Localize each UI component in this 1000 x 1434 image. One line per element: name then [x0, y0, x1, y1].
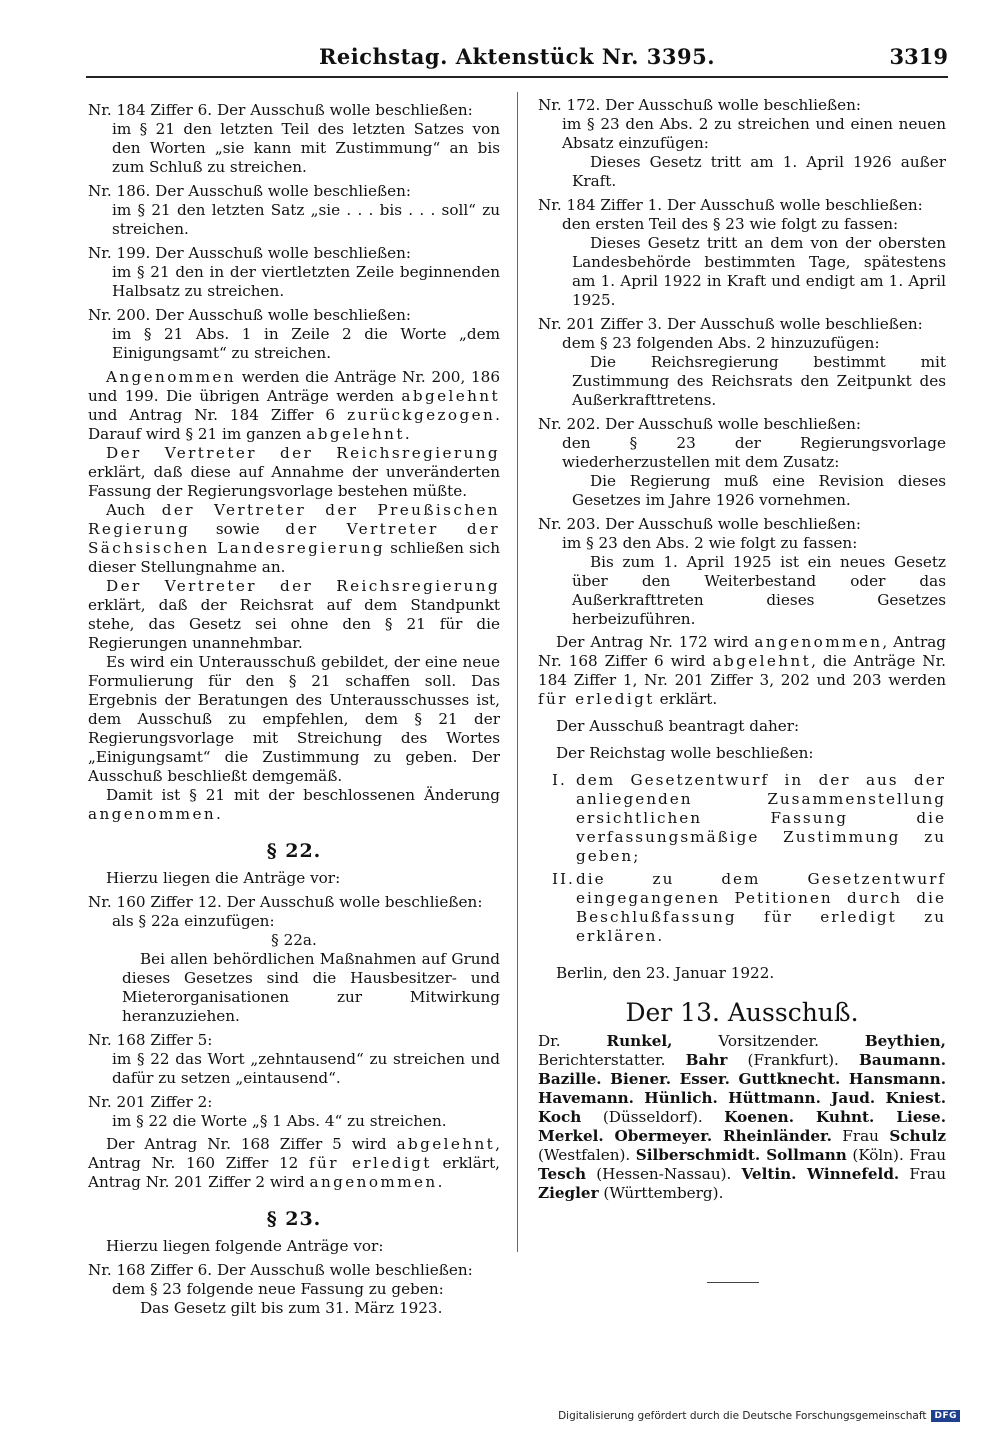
motion-200	[88, 306, 500, 363]
motion-quoted-text: Das Gesetz gilt bis zum 31. März 1923.	[140, 1299, 443, 1317]
motion-quoted-text: Dieses Gesetz tritt am 1. April 1926 außer Kraft.	[572, 153, 946, 190]
spaced-word: angenommen	[88, 805, 217, 823]
right-column	[538, 96, 946, 1203]
spaced-word: für erledigt	[538, 690, 655, 708]
spaced-word: für erledigt	[309, 1154, 432, 1172]
text-run: (Westfalen).	[538, 1146, 636, 1164]
motion-head: Nr. 172. Der Ausschuß wolle beschließen:	[538, 96, 862, 114]
committee-members	[538, 1032, 946, 1203]
spaced-word: abgelehnt	[306, 425, 405, 443]
committee-proposal-intro: Der Ausschuß beantragt daher:	[556, 717, 800, 735]
resolution-item-2	[538, 870, 946, 946]
text-run: werden die Anträge Nr. 200, 186 und 199. Die übrigen Anträge werden	[88, 368, 500, 405]
text-run: sowie	[190, 520, 286, 538]
spaced-word: angenommen	[754, 633, 883, 651]
motion-body: den § 23 der Regierungsvorlage wiederherzustellen mit dem Zusatz:	[562, 434, 946, 471]
text-run: Frau	[831, 1127, 890, 1145]
motion-quoted-text: Die Regierung muß eine Revision dieses Gesetzes im Jahre 1926 vornehmen.	[572, 472, 946, 509]
motion-202	[538, 415, 946, 510]
text-run: , Antrag Nr. 160 Ziffer 12	[88, 1135, 500, 1172]
member-name: Ziegler	[538, 1184, 599, 1202]
text-run: schließen sich dieser Stellungnahme an.	[88, 539, 500, 576]
text-run: , Antrag Nr. 168 Ziffer 6 wird	[538, 633, 946, 670]
spaced-word: Der Vertreter der Reichsregierung	[106, 577, 500, 595]
motion-body: im § 21 den letzten Teil des letzten Satzes von den Worten „sie kann mit Zustimmung“ an bis zum Schluß zu streichen.	[112, 120, 500, 176]
spaced-word: Angenommen	[106, 368, 236, 386]
section-heading-22: § 22.	[266, 840, 322, 862]
motion-head: Nr. 202. Der Ausschuß wolle beschließen:	[538, 415, 862, 433]
reichstag-resolution-intro: Der Reichstag wolle beschließen:	[556, 744, 814, 762]
spaced-word: zurückgezogen	[347, 406, 496, 424]
spaced-word: Der Vertreter der Reichsregierung	[106, 444, 500, 462]
left-column	[88, 96, 500, 1318]
resolution-item-1	[538, 771, 946, 866]
place-date: Berlin, den 23. Januar 1922.	[556, 964, 775, 982]
column-divider	[517, 92, 518, 1252]
member-name: Tesch	[538, 1165, 587, 1183]
text-run: Vorsitzender.	[672, 1032, 865, 1050]
motion-201-3	[538, 315, 946, 410]
result-paragraph	[88, 368, 500, 444]
member-name: Bahr	[685, 1051, 728, 1069]
motion-quoted-text: Bis zum 1. April 1925 ist ein neues Gesetz über den Weiterbestand oder das Außerkrafttreten dieses Gesetzes herbeizuführen.	[572, 553, 946, 628]
item-number: I.	[552, 771, 567, 789]
motion-body: im § 22 das Wort „zehntausend“ zu streichen und dafür zu setzen „eintausend“.	[112, 1050, 500, 1087]
text-run: .	[216, 805, 221, 823]
footer-text: Digitalisierung gefördert durch die Deutsche Forschungsgemeinschaft	[558, 1410, 927, 1422]
text-run: (Köln). Frau	[846, 1146, 946, 1164]
section-heading-23: § 23.	[266, 1208, 322, 1230]
text-run: Auch	[106, 501, 162, 519]
statement-paragraph	[88, 501, 500, 577]
closing-paragraph	[88, 786, 500, 824]
member-name: Beythien,	[864, 1032, 946, 1050]
motion-201-2	[88, 1093, 500, 1131]
section-intro: Hierzu liegen die Anträge vor:	[106, 869, 341, 887]
motion-head: Nr. 200. Der Ausschuß wolle beschließen:	[88, 306, 412, 324]
text-run: Der Antrag Nr. 168 Ziffer 5 wird	[106, 1135, 397, 1153]
text-run: (Frankfurt).	[727, 1051, 859, 1069]
text-run: und Antrag Nr. 184 Ziffer 6	[88, 406, 348, 424]
motion-head: Nr. 201 Ziffer 3. Der Ausschuß wolle beschließen:	[538, 315, 923, 333]
motion-body: dem § 23 folgenden Abs. 2 hinzuzufügen:	[562, 334, 880, 352]
motion-quoted-text: Bei allen behördlichen Maßnahmen auf Grund dieses Gesetzes sind die Hausbesitzer- und Mieterorganisationen zur Mitwirkung heranzuziehen.	[122, 950, 500, 1025]
motion-quoted-text: Dieses Gesetz tritt an dem von der obersten Landesbehörde bestimmten Tage, spätestens am 1. April 1922 in Kraft und endigt am 1. April 1925.	[572, 234, 946, 309]
text-run: Damit ist § 21 mit der beschlossenen Änderung	[106, 786, 500, 804]
spaced-word: angenommen	[309, 1173, 438, 1191]
member-name: Silberschmidt. Sollmann	[635, 1146, 847, 1164]
motion-168-6	[88, 1261, 500, 1318]
spaced-word: der Vertreter der Preußischen Regierung	[88, 501, 500, 538]
motion-head: Nr. 184 Ziffer 6. Der Ausschuß wolle beschließen:	[88, 101, 473, 119]
statement-paragraph	[88, 577, 500, 653]
motion-160-12	[88, 893, 500, 1026]
text-run: . Darauf wird § 21 im ganzen	[88, 406, 500, 443]
dfg-logo-icon: DFG	[931, 1410, 960, 1422]
text-run: erklärt, Antrag Nr. 201 Ziffer 2 wird	[88, 1154, 501, 1191]
text-run: Frau	[899, 1165, 947, 1183]
motion-head: Nr. 168 Ziffer 6. Der Ausschuß wolle beschließen:	[88, 1261, 473, 1279]
text-run: Berichterstatter.	[538, 1051, 686, 1069]
motion-body: im § 21 Abs. 1 in Zeile 2 die Worte „dem Einigungsamt“ zu streichen.	[112, 325, 500, 362]
result-paragraph	[538, 633, 946, 709]
text-run: .	[437, 1173, 443, 1191]
motion-body: im § 22 die Worte „§ 1 Abs. 4“ zu streichen.	[112, 1112, 447, 1130]
spaced-word: der Vertreter der Sächsischen Landesregierung	[88, 520, 500, 557]
motion-body: im § 23 den Abs. 2 zu streichen und einen neuen Absatz einzufügen:	[562, 115, 946, 152]
member-name: Koenen. Kuhnt. Liese. Merkel. Obermeyer. Rheinländer.	[538, 1108, 946, 1145]
running-title: Reichstag. Aktenstück Nr. 3395.	[318, 44, 716, 69]
motion-head: Nr. 199. Der Ausschuß wolle beschließen:	[88, 244, 412, 262]
text-run: (Württemberg).	[598, 1184, 724, 1202]
motion-body: den ersten Teil des § 23 wie folgt zu fassen:	[562, 215, 899, 233]
page-header	[86, 42, 948, 78]
inserted-section-label: § 22a.	[271, 931, 317, 949]
page-number: 3319	[889, 44, 948, 69]
text-run: erklärt.	[654, 690, 718, 708]
closing-rule	[707, 1282, 759, 1283]
subcommittee-paragraph: Es wird ein Unterausschuß gebildet, der eine neue Formulierung für den § 21 schaffen soll. Das Ergebnis der Beratungen des Unterausschusses ist, dem Ausschuß zu empfehlen, dem § 21 der Regierungsvorlage mit Streichung des Wortes „Einigungsamt“ die Zustimmung zu geben. Der Ausschuß beschließt demgemäß.	[88, 653, 500, 785]
text-run: (Düsseldorf).	[581, 1108, 725, 1126]
motion-body: dem § 23 folgende neue Fassung zu geben:	[112, 1280, 444, 1298]
spaced-word: abgelehnt	[712, 652, 812, 670]
item-text: die zu dem Gesetzentwurf eingegangenen Petitionen durch die Beschlußfassung für erledigt zu erklären.	[576, 870, 946, 945]
motion-body: als § 22a einzufügen:	[112, 912, 275, 930]
motion-body: im § 21 den in der viertletzten Zeile beginnenden Halbsatz zu streichen.	[112, 263, 500, 300]
motion-head: Nr. 203. Der Ausschuß wolle beschließen:	[538, 515, 862, 533]
motion-head: Nr. 201 Ziffer 2:	[88, 1093, 213, 1111]
motion-quoted-text: Die Reichsregierung bestimmt mit Zustimmung des Reichsrats den Zeitpunkt des Außerkrafttretens.	[572, 353, 946, 409]
motion-168-5	[88, 1031, 500, 1088]
motion-head: Nr. 184 Ziffer 1. Der Ausschuß wolle beschließen:	[538, 196, 923, 214]
member-name: Baumann. Bazille. Biener. Esser. Guttknecht. Hansmann. Havemann. Hünlich. Hüttmann. Jaud. Kniest. Koch	[538, 1051, 947, 1126]
motion-186	[88, 182, 500, 239]
motion-body: im § 21 den letzten Satz „sie . . . bis . . . soll“ zu streichen.	[112, 201, 500, 238]
spaced-word: abgelehnt	[401, 387, 500, 405]
item-number: II.	[552, 870, 575, 888]
member-name: Schulz	[889, 1127, 947, 1145]
item-text: dem Gesetzentwurf in der aus der anliegenden Zusammenstellung ersichtlichen Fassung die verfassungsmäßige Zustimmung zu geben;	[576, 771, 946, 865]
committee-title: Der 13. Ausschuß.	[625, 998, 859, 1027]
motion-199	[88, 244, 500, 301]
text-run: Der Antrag Nr. 172 wird	[556, 633, 755, 651]
text-run: .	[404, 425, 410, 443]
text-run: Dr.	[538, 1032, 607, 1050]
result-paragraph	[88, 1135, 500, 1192]
motion-172	[538, 96, 946, 191]
motion-body: im § 23 den Abs. 2 wie folgt zu fassen:	[562, 534, 858, 552]
text-run: , die Anträge Nr. 184 Ziffer 1, Nr. 201 Ziffer 3, 202 und 203 werden	[538, 652, 946, 689]
digitization-footer	[558, 1410, 960, 1422]
spaced-word: abgelehnt	[396, 1135, 496, 1153]
motion-head: Nr. 186. Der Ausschuß wolle beschließen:	[88, 182, 412, 200]
text-run: (Hessen-Nassau).	[586, 1165, 742, 1183]
motion-184-1	[538, 196, 946, 310]
member-name: Veltin. Winnefeld.	[741, 1165, 900, 1183]
motion-203	[538, 515, 946, 629]
section-intro: Hierzu liegen folgende Anträge vor:	[106, 1237, 384, 1255]
motion-head: Nr. 160 Ziffer 12. Der Ausschuß wolle beschließen:	[88, 893, 483, 911]
motion-head: Nr. 168 Ziffer 5:	[88, 1031, 213, 1049]
motion-184-6	[88, 101, 500, 177]
statement-paragraph	[88, 444, 500, 501]
member-name: Runkel,	[606, 1032, 673, 1050]
text-run: erklärt, daß der Reichsrat auf dem Standpunkt stehe, das Gesetz sei ohne den § 21 für die Regierungen unannehmbar.	[88, 596, 500, 652]
text-run: erklärt, daß diese auf Annahme der unveränderten Fassung der Regierungsvorlage bestehen müßte.	[88, 463, 500, 500]
